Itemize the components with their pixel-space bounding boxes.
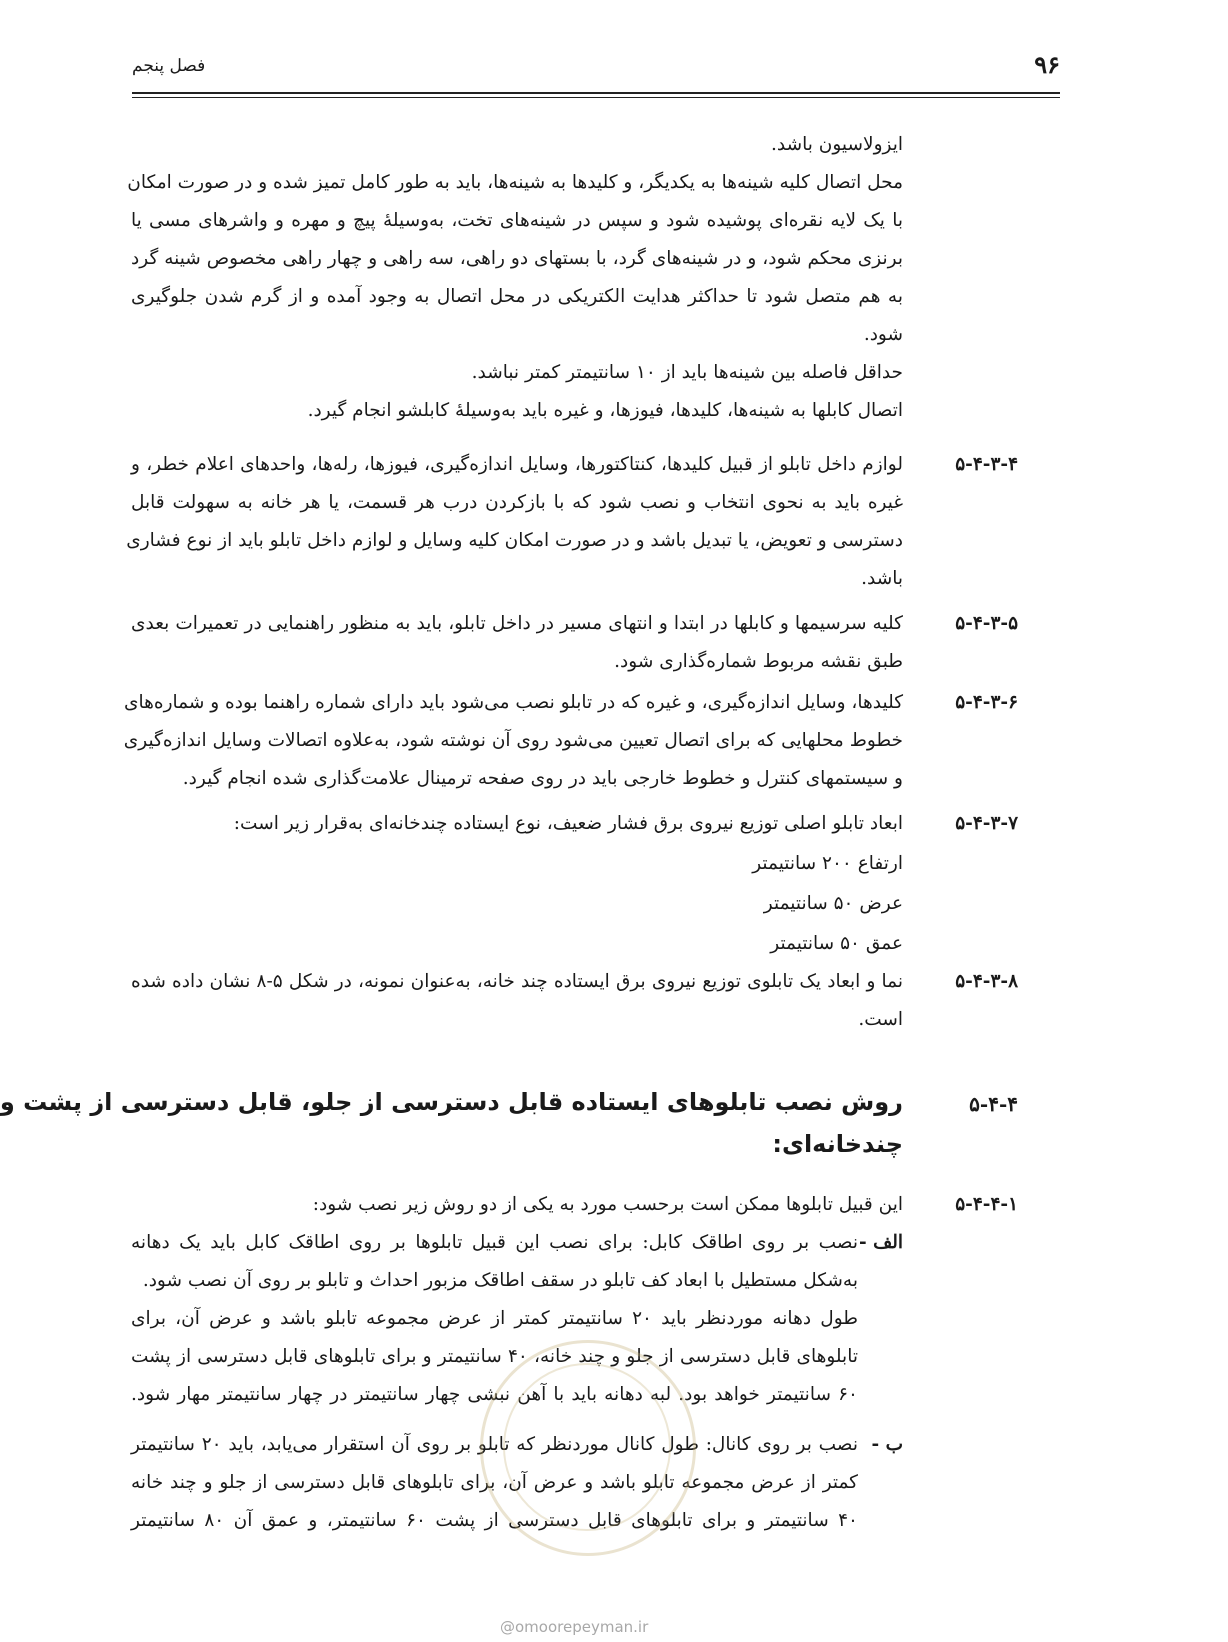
text-line: خطوط محلهایی که برای اتصال تعیین می‌شود روی آن نوشته شود، به‌علاوه اتصالات وسایل اندازه‌گیری <box>123 730 903 751</box>
dimension-height: ارتفاع ۲۰۰ سانتیمتر <box>752 853 903 874</box>
text-line: ایزولاسیون باشد. <box>771 134 903 155</box>
section-number: ۵-۴-۳-۸ <box>955 971 1018 992</box>
text-line: ۶۰ سانتیمتر خواهد بود. لبه دهانه باید با آهن نبشی چهار سانتیمتر در چهار سانتیمتر مهار شود. <box>131 1384 858 1405</box>
text-line: طبق نقشه مربوط شماره‌گذاری شود. <box>614 651 903 672</box>
text-line: حداقل فاصله بین شینه‌ها باید از ۱۰ سانتیمتر کمتر نباشد. <box>471 362 903 383</box>
section-heading: چندخانه‌ای: <box>772 1130 903 1158</box>
section-number: ۵-۴-۳-۷ <box>955 813 1018 834</box>
dimension-depth: عمق ۵۰ سانتیمتر <box>770 933 903 954</box>
section-number: ۵-۴-۴-۱ <box>955 1194 1018 1215</box>
item-label: الف - <box>858 1232 903 1253</box>
section-number: ۵-۴-۳-۵ <box>955 613 1018 634</box>
text-line: و سیستمهای کنترل و خطوط خارجی باید در روی صفحه ترمینال علامت‌گذاری شده انجام گیرد. <box>182 768 903 789</box>
text-line: نما و ابعاد یک تابلوی توزیع نیروی برق ایستاده چند خانه، به‌عنوان نمونه، در شکل ۵-۸ نشان داده شده <box>131 971 904 992</box>
text-line: دسترسی و تعویض، یا تبدیل باشد و در صورت امکان کلیه وسایل و لوازم داخل تابلو باید از نوع فشاری <box>126 530 903 551</box>
item-label: ب - <box>871 1434 903 1455</box>
text-line: لوازم داخل تابلو از قبیل کلیدها، کنتاکتورها، وسایل اندازه‌گیری، فیوزها، رله‌ها، واحدهای اعلام خطر، و <box>131 454 903 475</box>
text-line: برنزی محکم شود، و در شینه‌های گرد، با بستهای دو راهی، سه راهی و چهار راهی مخصوص شینه گرد <box>131 248 903 269</box>
heading-number: ۵-۴-۴ <box>969 1092 1018 1116</box>
text-line: شود. <box>863 324 903 345</box>
dimension-width: عرض ۵۰ سانتیمتر <box>763 893 903 914</box>
text-line: به هم متصل شود تا حداکثر هدایت الکتریکی در محل اتصال به وجود آمده و از گرم شدن جلوگیری <box>131 286 903 307</box>
page-number: ۹۶ <box>1034 50 1060 79</box>
text-line: طول دهانه موردنظر باید ۲۰ سانتیمتر کمتر از عرض مجموعه تابلو باشد و عرض آن، برای <box>131 1308 858 1329</box>
text-line: نصب بر روی اطاقک کابل: برای نصب این قبیل تابلوها بر روی اطاقک کابل باید یک دهانه <box>131 1232 858 1253</box>
header-rule <box>132 92 1060 94</box>
watermark-text: @omoorepeyman.ir <box>500 1618 649 1636</box>
text-line: غیره باید به نحوی انتخاب و نصب شود که با بازکردن درب هر قسمت، یا هر خانه به سهولت قابل <box>131 492 903 513</box>
text-line: تابلوهای قابل دسترسی از جلو و چند خانه، ۴۰ سانتیمتر و برای تابلوهای قابل دسترسی از پشت <box>131 1346 858 1367</box>
text-line: باشد. <box>861 568 903 589</box>
text-line: است. <box>858 1009 903 1030</box>
text-line: اتصال کابلها به شینه‌ها، کلیدها، فیوزها، و غیره باید به‌وسیلهٔ کابلشو انجام گیرد. <box>307 400 903 421</box>
section-heading: روش نصب تابلوهای ایستاده قابل دسترسی از جلو، قابل دسترسی از پشت و <box>0 1088 903 1116</box>
text-line: کمتر از عرض مجموعه تابلو باشد و عرض آن، برای تابلوهای قابل دسترسی از جلو و چند خانه <box>131 1472 858 1493</box>
section-number: ۵-۴-۳-۴ <box>955 454 1018 475</box>
text-line: کلیه سرسیمها و کابلها در ابتدا و انتهای مسیر در داخل تابلو، باید به منظور راهنمایی در تعمیرات بعدی <box>131 613 903 634</box>
text-line: با یک لایه نقره‌ای پوشیده شود و سپس در شینه‌های تخت، به‌وسیلهٔ پیچ و مهره و واشرهای مسی یا <box>131 210 903 231</box>
text-line: به‌شکل مستطیل با ابعاد کف تابلو در سقف اطاقک مزبور احداث و تابلو بر روی آن نصب شود. <box>142 1270 858 1291</box>
text-line: ابعاد تابلو اصلی توزیع نیروی برق فشار ضعیف، نوع ایستاده چندخانه‌ای به‌قرار زیر است: <box>233 813 903 834</box>
text-line: کلیدها، وسایل اندازه‌گیری، و غیره که در تابلو نصب می‌شود باید دارای شماره راهنما بوده و شماره‌های <box>124 692 903 713</box>
text-line: محل اتصال کلیه شینه‌ها به یکدیگر، و کلیدها به شینه‌ها، باید به طور کامل تمیز شده و در صورت امکان <box>127 172 903 193</box>
text-line: این قبیل تابلوها ممکن است برحسب مورد به یکی از دو روش زیر نصب شود: <box>312 1194 903 1215</box>
watermark-stamp <box>480 1340 696 1556</box>
page-header <box>132 50 1060 92</box>
section-number: ۵-۴-۳-۶ <box>955 692 1018 713</box>
header-rule-thin <box>132 97 1060 98</box>
chapter-title: فصل پنجم <box>132 56 206 76</box>
text-line: نصب بر روی کانال: طول کانال موردنظر که تابلو بر روی آن استقرار می‌یابد، باید ۲۰ سانتیمتر <box>131 1434 858 1455</box>
text-line: ۴۰ سانتیمتر و برای تابلوهای قابل دسترسی از پشت ۶۰ سانتیمتر، و عمق آن ۸۰ سانتیمتر <box>131 1510 858 1531</box>
